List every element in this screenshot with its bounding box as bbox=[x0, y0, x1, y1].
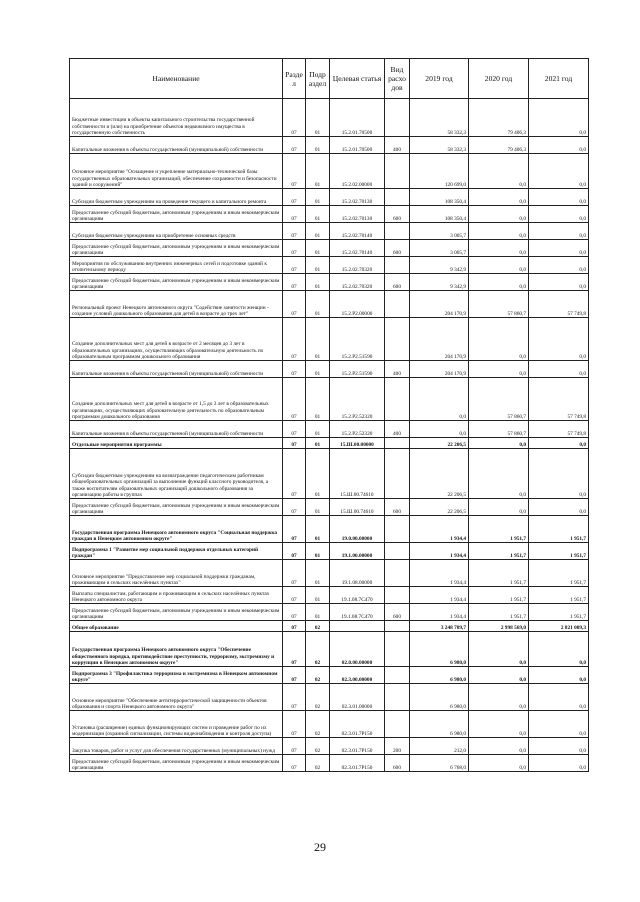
row-value-2021: 1 951,7 bbox=[529, 560, 589, 587]
row-podrazdel: 01 bbox=[306, 438, 330, 449]
row-target-article: 15.2.P2.51590 bbox=[330, 361, 385, 378]
row-name: Государственная программа Ненецкого автономного округа "Социальная поддержка граждан в Ненецком автономном округе" bbox=[70, 516, 283, 543]
row-razdel: 07 bbox=[283, 274, 306, 291]
table-row bbox=[70, 154, 589, 189]
row-value-2019: 6 980,0 bbox=[410, 684, 469, 711]
row-podrazdel: 02 bbox=[306, 738, 330, 755]
row-value-2020: 0,0 bbox=[469, 499, 529, 516]
row-target-article: 15.2.P2.52320 bbox=[330, 378, 385, 421]
row-razdel: 07 bbox=[283, 154, 306, 189]
row-value-2019: 1 934,4 bbox=[410, 560, 469, 587]
row-value-2019: 58 332,3 bbox=[410, 137, 469, 154]
row-name: Государственная программа Ненецкого автономного округа "Обеспечение общественного порядка, противодействие преступности, терроризму, экстремизму и коррупции в Ненецком автономном округе" bbox=[70, 632, 283, 667]
table-row bbox=[70, 257, 589, 274]
table-row bbox=[70, 543, 589, 560]
row-razdel: 07 bbox=[283, 223, 306, 240]
row-value-2021: 0,0 bbox=[529, 318, 589, 361]
row-razdel: 07 bbox=[283, 560, 306, 587]
row-value-2021: 0,0 bbox=[529, 755, 589, 772]
col-header-2021: 2021 год bbox=[529, 59, 589, 99]
row-value-2020: 0,0 bbox=[469, 189, 529, 206]
row-value-2020: 0,0 bbox=[469, 257, 529, 274]
row-podrazdel: 01 bbox=[306, 421, 330, 438]
row-expense-type: 400 bbox=[385, 361, 410, 378]
row-expense-type bbox=[385, 632, 410, 667]
row-podrazdel: 01 bbox=[306, 223, 330, 240]
row-expense-type bbox=[385, 99, 410, 137]
row-razdel: 07 bbox=[283, 587, 306, 604]
row-target-article: 19.1.08.7С470 bbox=[330, 587, 385, 604]
row-value-2020: 2 998 569,0 bbox=[469, 621, 529, 632]
col-header-name: Наименование bbox=[70, 59, 283, 99]
row-value-2019: 22 206,5 bbox=[410, 499, 469, 516]
row-value-2019: 0,0 bbox=[410, 421, 469, 438]
row-value-2021: 2 821 009,3 bbox=[529, 621, 589, 632]
row-target-article: 15.2.P2.51590 bbox=[330, 318, 385, 361]
row-expense-type bbox=[385, 516, 410, 543]
row-value-2021: 0,0 bbox=[529, 499, 589, 516]
row-name: Региональный проект Ненецкого автономного округа "Содействие занятости женщин - создание условий дошкольного образования для детей в возрасте до трех лет" bbox=[70, 291, 283, 318]
row-target-article: 19.1.08.00000 bbox=[330, 560, 385, 587]
row-name: Создание дополнительных мест для детей в возрасте от 1,5 до 3 лет в образовательных организациях, осуществляющих образовательную деятельность по образовательным программам дошкольного образования bbox=[70, 378, 283, 421]
row-value-2019: 6 980,0 bbox=[410, 667, 469, 684]
row-expense-type: 600 bbox=[385, 499, 410, 516]
table-row bbox=[70, 499, 589, 516]
row-razdel: 07 bbox=[283, 257, 306, 274]
row-value-2021: 0,0 bbox=[529, 711, 589, 738]
row-value-2019: 204 170,9 bbox=[410, 318, 469, 361]
table-row bbox=[70, 189, 589, 206]
row-target-article: 15.2.01.70500 bbox=[330, 137, 385, 154]
row-value-2019: 58 332,3 bbox=[410, 99, 469, 137]
row-value-2021: 0,0 bbox=[529, 438, 589, 449]
row-value-2020: 0,0 bbox=[469, 274, 529, 291]
row-target-article bbox=[330, 621, 385, 632]
row-target-article: 19.0.00.00000 bbox=[330, 516, 385, 543]
row-expense-type bbox=[385, 543, 410, 560]
col-header-podrazdel: Подр аздел bbox=[306, 59, 330, 99]
row-value-2021: 0,0 bbox=[529, 206, 589, 223]
row-expense-type bbox=[385, 621, 410, 632]
table-row bbox=[70, 137, 589, 154]
row-razdel: 07 bbox=[283, 206, 306, 223]
row-expense-type bbox=[385, 711, 410, 738]
row-name: Отдельные мероприятия программы bbox=[70, 438, 283, 449]
row-razdel: 07 bbox=[283, 755, 306, 772]
row-podrazdel: 01 bbox=[306, 516, 330, 543]
row-razdel: 07 bbox=[283, 318, 306, 361]
row-podrazdel: 01 bbox=[306, 99, 330, 137]
row-podrazdel: 02 bbox=[306, 621, 330, 632]
row-name: Создание дополнительных мест для детей в возрасте от 2 месяцев до 3 лет в образовательных организациях, осуществляющих образовательную деятельность по образовательным программам дошкольного образования bbox=[70, 318, 283, 361]
row-name: Субсидии бюджетным учреждениям на приобретение основных средств bbox=[70, 223, 283, 240]
row-value-2019: 204 170,9 bbox=[410, 291, 469, 318]
row-target-article: 02.3.01.00000 bbox=[330, 684, 385, 711]
row-podrazdel: 02 bbox=[306, 711, 330, 738]
row-target-article: 15.2.P2.52320 bbox=[330, 421, 385, 438]
row-target-article: 15.Ш.00.00000 bbox=[330, 438, 385, 449]
row-expense-type: 600 bbox=[385, 604, 410, 621]
header-row bbox=[70, 59, 589, 99]
row-podrazdel: 01 bbox=[306, 449, 330, 499]
row-razdel: 07 bbox=[283, 291, 306, 318]
table-row bbox=[70, 223, 589, 240]
row-value-2019: 1 934,4 bbox=[410, 604, 469, 621]
row-podrazdel: 01 bbox=[306, 378, 330, 421]
row-expense-type bbox=[385, 587, 410, 604]
row-value-2021: 1 951,7 bbox=[529, 604, 589, 621]
row-name: Общее образование bbox=[70, 621, 283, 632]
row-podrazdel: 02 bbox=[306, 667, 330, 684]
row-value-2021: 0,0 bbox=[529, 189, 589, 206]
row-value-2020: 0,0 bbox=[469, 318, 529, 361]
row-value-2019: 108 350,4 bbox=[410, 189, 469, 206]
row-value-2020: 0,0 bbox=[469, 361, 529, 378]
table-row bbox=[70, 449, 589, 499]
row-expense-type bbox=[385, 438, 410, 449]
table-row bbox=[70, 516, 589, 543]
row-razdel: 07 bbox=[283, 438, 306, 449]
row-expense-type bbox=[385, 667, 410, 684]
row-podrazdel: 01 bbox=[306, 291, 330, 318]
row-value-2020: 1 951,7 bbox=[469, 604, 529, 621]
row-razdel: 07 bbox=[283, 240, 306, 257]
row-value-2020: 79 406,3 bbox=[469, 99, 529, 137]
row-value-2020: 0,0 bbox=[469, 154, 529, 189]
row-expense-type bbox=[385, 291, 410, 318]
row-podrazdel: 02 bbox=[306, 755, 330, 772]
row-value-2020: 0,0 bbox=[469, 755, 529, 772]
row-target-article: 15.2.P2.00000 bbox=[330, 291, 385, 318]
row-razdel: 07 bbox=[283, 621, 306, 632]
row-name: Мероприятия по обслуживанию внутренних инженерных сетей и подготовке зданий к отопительному периоду bbox=[70, 257, 283, 274]
row-name: Подпрограмма 1 "Развитие мер социальной поддержки отдельных категорий граждан" bbox=[70, 543, 283, 560]
row-target-article: 15.2.02.70130 bbox=[330, 189, 385, 206]
row-target-article: 02.3.01.7P150 bbox=[330, 711, 385, 738]
row-value-2021: 0,0 bbox=[529, 137, 589, 154]
table-row bbox=[70, 274, 589, 291]
row-podrazdel: 01 bbox=[306, 543, 330, 560]
row-value-2021: 0,0 bbox=[529, 154, 589, 189]
row-razdel: 07 bbox=[283, 516, 306, 543]
col-header-2020: 2020 год bbox=[469, 59, 529, 99]
row-value-2020: 79 406,3 bbox=[469, 137, 529, 154]
row-value-2020: 0,0 bbox=[469, 206, 529, 223]
row-name: Закупка товаров, работ и услуг для обеспечения государственных (муниципальных) нужд bbox=[70, 738, 283, 755]
row-target-article: 02.0.00.00000 bbox=[330, 632, 385, 667]
row-value-2021: 1 951,7 bbox=[529, 516, 589, 543]
row-value-2019: 9 342,9 bbox=[410, 257, 469, 274]
row-value-2020: 57 860,7 bbox=[469, 291, 529, 318]
row-podrazdel: 01 bbox=[306, 274, 330, 291]
row-expense-type bbox=[385, 378, 410, 421]
row-name: Предоставление субсидий бюджетным, автономным учреждениям и иным некоммерческим организациям bbox=[70, 604, 283, 621]
table-row bbox=[70, 738, 589, 755]
row-razdel: 07 bbox=[283, 421, 306, 438]
row-value-2019: 1 934,4 bbox=[410, 543, 469, 560]
row-expense-type: 600 bbox=[385, 274, 410, 291]
row-value-2019: 22 206,5 bbox=[410, 438, 469, 449]
row-expense-type bbox=[385, 189, 410, 206]
row-value-2019: 3 005,7 bbox=[410, 240, 469, 257]
table-row bbox=[70, 560, 589, 587]
row-podrazdel: 01 bbox=[306, 206, 330, 223]
row-target-article: 02.3.01.7P150 bbox=[330, 755, 385, 772]
row-name: Бюджетные инвестиции в объекты капитального строительства государственной собственности и (или) на приобретение объектов недвижимого имущества в государственную собственность bbox=[70, 99, 283, 137]
row-target-article: 15.2.02.00000 bbox=[330, 154, 385, 189]
row-podrazdel: 01 bbox=[306, 137, 330, 154]
row-value-2021: 57 749,8 bbox=[529, 291, 589, 318]
row-razdel: 07 bbox=[283, 738, 306, 755]
row-value-2021: 57 749,8 bbox=[529, 378, 589, 421]
row-value-2020: 0,0 bbox=[469, 738, 529, 755]
row-name: Основное мероприятие "Оснащение и укрепление материально-технической базы государственных образовательных организаций, обеспечение сохранности и безопасности зданий и сооружений" bbox=[70, 154, 283, 189]
row-razdel: 07 bbox=[283, 632, 306, 667]
row-expense-type: 600 bbox=[385, 240, 410, 257]
row-name: Основное мероприятие "Обеспечение антитеррористической защищенности объектов образования и спорта Ненецкого автономного округа" bbox=[70, 684, 283, 711]
row-value-2020: 0,0 bbox=[469, 223, 529, 240]
row-razdel: 07 bbox=[283, 378, 306, 421]
row-value-2020: 1 951,7 bbox=[469, 560, 529, 587]
row-podrazdel: 01 bbox=[306, 604, 330, 621]
row-razdel: 07 bbox=[283, 543, 306, 560]
row-name: Предоставление субсидий бюджетным, автономным учреждениям и иным некоммерческим организациям bbox=[70, 755, 283, 772]
table-row bbox=[70, 438, 589, 449]
table-row bbox=[70, 361, 589, 378]
row-razdel: 07 bbox=[283, 684, 306, 711]
row-target-article: 19.1.00.00000 bbox=[330, 543, 385, 560]
row-value-2019: 212,0 bbox=[410, 738, 469, 755]
row-value-2021: 0,0 bbox=[529, 738, 589, 755]
row-value-2020: 0,0 bbox=[469, 240, 529, 257]
row-podrazdel: 02 bbox=[306, 684, 330, 711]
table-row bbox=[70, 755, 589, 772]
row-podrazdel: 01 bbox=[306, 257, 330, 274]
row-name: Подпрограмма 3 "Профилактика терроризма и экстремизма в Ненецком автономном округе" bbox=[70, 667, 283, 684]
row-value-2021: 57 749,8 bbox=[529, 421, 589, 438]
table-row bbox=[70, 587, 589, 604]
row-value-2021: 0,0 bbox=[529, 667, 589, 684]
row-name: Выплаты специалистам, работающим и проживающим в сельских населённых пунктах Ненецкого автономного округа bbox=[70, 587, 283, 604]
row-value-2021: 1 951,7 bbox=[529, 587, 589, 604]
row-name: Субсидии бюджетным учреждениям на вознаграждение педагогическим работникам общеобразовательных организаций за выполнение функций классного руководителя, а также воспитателям образовательных организаций дошкольного образования за организацию работы в группах bbox=[70, 449, 283, 499]
col-header-expense-type: Вид расхо дов bbox=[385, 59, 410, 99]
row-value-2020: 57 860,7 bbox=[469, 421, 529, 438]
row-razdel: 07 bbox=[283, 604, 306, 621]
row-value-2020: 0,0 bbox=[469, 438, 529, 449]
table-row bbox=[70, 318, 589, 361]
row-razdel: 07 bbox=[283, 499, 306, 516]
row-expense-type: 400 bbox=[385, 137, 410, 154]
row-value-2019: 108 350,4 bbox=[410, 206, 469, 223]
row-target-article: 15.2.02.70140 bbox=[330, 240, 385, 257]
row-expense-type: 400 bbox=[385, 421, 410, 438]
row-target-article: 15.2.02.70130 bbox=[330, 206, 385, 223]
row-expense-type bbox=[385, 318, 410, 361]
row-value-2019: 1 934,4 bbox=[410, 516, 469, 543]
row-target-article: 15.Ш.00.74610 bbox=[330, 499, 385, 516]
row-expense-type bbox=[385, 257, 410, 274]
row-value-2019: 0,0 bbox=[410, 378, 469, 421]
table-row bbox=[70, 684, 589, 711]
row-podrazdel: 01 bbox=[306, 587, 330, 604]
row-target-article: 15.2.02.70320 bbox=[330, 274, 385, 291]
row-value-2019: 6 980,0 bbox=[410, 632, 469, 667]
row-podrazdel: 01 bbox=[306, 154, 330, 189]
row-podrazdel: 02 bbox=[306, 632, 330, 667]
budget-table bbox=[69, 58, 589, 772]
table-row bbox=[70, 604, 589, 621]
row-name: Предоставление субсидий бюджетным, автономным учреждениям и иным некоммерческим организациям bbox=[70, 206, 283, 223]
col-header-2019: 2019 год bbox=[410, 59, 469, 99]
row-value-2021: 0,0 bbox=[529, 449, 589, 499]
row-name: Предоставление субсидий бюджетным, автономным учреждениям и иным некоммерческим организациям bbox=[70, 274, 283, 291]
row-value-2020: 57 860,7 bbox=[469, 378, 529, 421]
table-row bbox=[70, 667, 589, 684]
row-value-2020: 1 951,7 bbox=[469, 543, 529, 560]
row-value-2021: 0,0 bbox=[529, 257, 589, 274]
table-row bbox=[70, 99, 589, 137]
row-name: Предоставление субсидий бюджетным, автономным учреждениям и иным некоммерческим организациям bbox=[70, 499, 283, 516]
table-row bbox=[70, 632, 589, 667]
table-row bbox=[70, 421, 589, 438]
row-value-2019: 6 768,0 bbox=[410, 755, 469, 772]
row-value-2020: 0,0 bbox=[469, 684, 529, 711]
row-value-2019: 1 934,4 bbox=[410, 587, 469, 604]
row-value-2021: 1 951,7 bbox=[529, 543, 589, 560]
row-value-2020: 1 951,7 bbox=[469, 516, 529, 543]
row-razdel: 07 bbox=[283, 711, 306, 738]
row-value-2019: 204 170,9 bbox=[410, 361, 469, 378]
row-value-2021: 0,0 bbox=[529, 99, 589, 137]
row-value-2020: 1 951,7 bbox=[469, 587, 529, 604]
row-value-2019: 22 206,5 bbox=[410, 449, 469, 499]
row-name: Капитальные вложения в объекты государственной (муниципальной) собственности bbox=[70, 421, 283, 438]
row-value-2019: 3 248 709,7 bbox=[410, 621, 469, 632]
row-target-article: 02.3.00.00000 bbox=[330, 667, 385, 684]
row-expense-type bbox=[385, 449, 410, 499]
row-expense-type bbox=[385, 560, 410, 587]
row-podrazdel: 01 bbox=[306, 499, 330, 516]
row-name: Капитальные вложения в объекты государственной (муниципальной) собственности bbox=[70, 137, 283, 154]
row-expense-type bbox=[385, 223, 410, 240]
row-razdel: 07 bbox=[283, 449, 306, 499]
row-name: Субсидии бюджетным учреждениям на проведение текущего и капитального ремонта bbox=[70, 189, 283, 206]
row-value-2021: 0,0 bbox=[529, 223, 589, 240]
row-value-2020: 0,0 bbox=[469, 449, 529, 499]
row-target-article: 02.3.01.7P150 bbox=[330, 738, 385, 755]
row-value-2019: 6 980,0 bbox=[410, 711, 469, 738]
col-header-razdel: Разде л bbox=[283, 59, 306, 99]
row-value-2020: 0,0 bbox=[469, 711, 529, 738]
row-value-2021: 0,0 bbox=[529, 684, 589, 711]
table-row bbox=[70, 240, 589, 257]
col-header-target-article: Целевая статья bbox=[330, 59, 385, 99]
table-row bbox=[70, 206, 589, 223]
row-value-2019: 3 005,7 bbox=[410, 223, 469, 240]
row-podrazdel: 01 bbox=[306, 318, 330, 361]
row-value-2021: 0,0 bbox=[529, 240, 589, 257]
row-name: Предоставление субсидий бюджетным, автономным учреждениям и иным некоммерческим организациям bbox=[70, 240, 283, 257]
row-razdel: 07 bbox=[283, 667, 306, 684]
row-expense-type: 200 bbox=[385, 738, 410, 755]
row-value-2020: 0,0 bbox=[469, 632, 529, 667]
table-row bbox=[70, 621, 589, 632]
row-razdel: 07 bbox=[283, 189, 306, 206]
row-value-2020: 0,0 bbox=[469, 667, 529, 684]
row-target-article: 15.2.02.70140 bbox=[330, 223, 385, 240]
row-podrazdel: 01 bbox=[306, 560, 330, 587]
row-expense-type: 600 bbox=[385, 755, 410, 772]
table-row bbox=[70, 711, 589, 738]
row-value-2021: 0,0 bbox=[529, 632, 589, 667]
table-row bbox=[70, 291, 589, 318]
row-name: Капитальные вложения в объекты государственной (муниципальной) собственности bbox=[70, 361, 283, 378]
row-value-2019: 9 342,9 bbox=[410, 274, 469, 291]
row-name: Основное мероприятие "Предоставление мер социальной поддержки гражданам, проживающим в сельских населённых пунктах" bbox=[70, 560, 283, 587]
page-number: 29 bbox=[314, 840, 326, 854]
table-row bbox=[70, 378, 589, 421]
row-target-article: 19.1.08.7С470 bbox=[330, 604, 385, 621]
row-expense-type bbox=[385, 684, 410, 711]
row-target-article: 15.2.01.70500 bbox=[330, 99, 385, 137]
row-target-article: 15.Ш.00.74610 bbox=[330, 449, 385, 499]
row-podrazdel: 01 bbox=[306, 240, 330, 257]
row-razdel: 07 bbox=[283, 361, 306, 378]
row-target-article: 15.2.02.70320 bbox=[330, 257, 385, 274]
row-podrazdel: 01 bbox=[306, 361, 330, 378]
row-razdel: 07 bbox=[283, 137, 306, 154]
row-podrazdel: 01 bbox=[306, 189, 330, 206]
row-value-2021: 0,0 bbox=[529, 274, 589, 291]
row-expense-type bbox=[385, 154, 410, 189]
row-value-2021: 0,0 bbox=[529, 361, 589, 378]
row-expense-type: 600 bbox=[385, 206, 410, 223]
row-value-2019: 120 699,0 bbox=[410, 154, 469, 189]
row-name: Установка (расширение) единых функционирующих систем и проведение работ по их модернизации (охранной сигнализации, системы видеонаблюдения и контроля доступа) bbox=[70, 711, 283, 738]
row-razdel: 07 bbox=[283, 99, 306, 137]
